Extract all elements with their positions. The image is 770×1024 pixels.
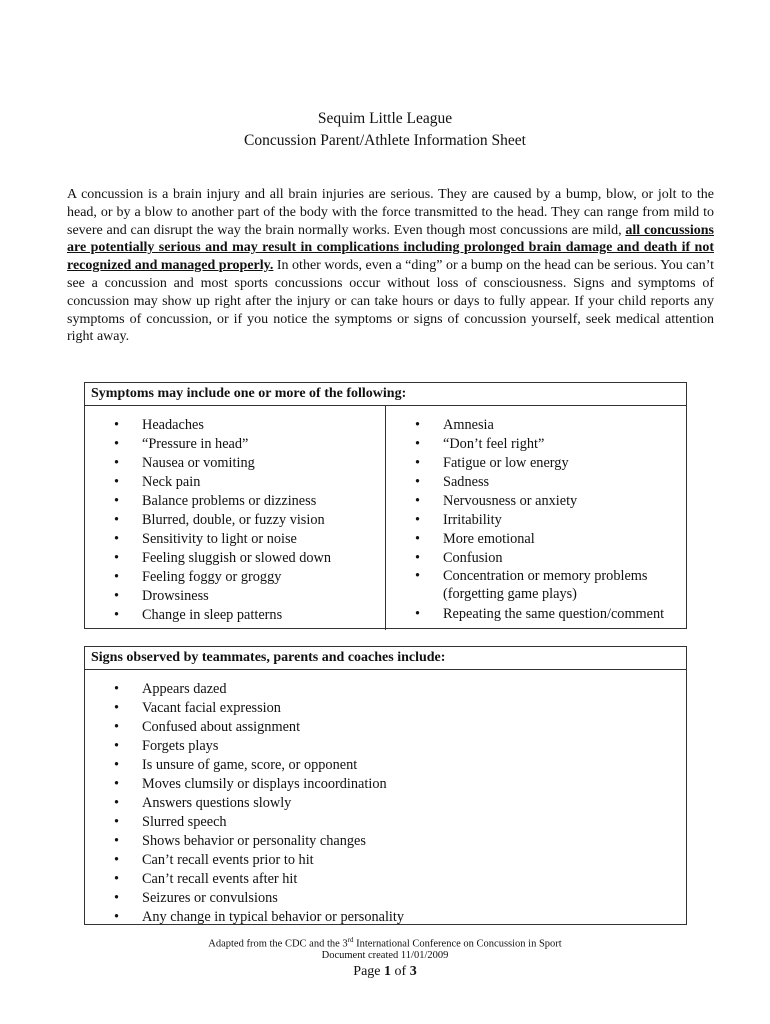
list-item-text: Irritability (443, 512, 502, 528)
bullet-icon: • (415, 493, 421, 509)
list-item-text: Repeating the same question/comment (443, 606, 665, 622)
list-item-text: More emotional (443, 531, 535, 547)
page-of: of (391, 964, 410, 979)
page-total: 3 (409, 964, 417, 979)
list-item-text: Blurred, double, or fuzzy vision (142, 512, 325, 528)
footer-source-pre: Adapted from the CDC and the 3 (208, 938, 348, 950)
bullet-icon: • (114, 757, 120, 773)
list-item-text: Confused about assignment (142, 719, 301, 735)
list-item-text: Sensitivity to light or noise (142, 531, 297, 547)
list-item-text: Is unsure of game, score, or opponent (142, 757, 358, 773)
bullet-icon: • (415, 550, 421, 566)
list-item-text: Shows behavior or personality changes (142, 833, 366, 849)
symptoms-heading: Symptoms may include one or more of the following: (85, 383, 686, 406)
list-item-text: Can’t recall events after hit (142, 871, 298, 887)
intro-paragraph (67, 186, 714, 346)
footer-source-sup: rd (347, 936, 354, 944)
page-title: Sequim Little League (317, 110, 453, 127)
list-item (114, 530, 379, 549)
list-item-text: Any change in typical behavior or personality (142, 909, 405, 925)
list-item (114, 454, 379, 473)
list-item (415, 530, 685, 549)
list-item (114, 813, 674, 832)
list-item (415, 568, 685, 605)
list-item (114, 587, 379, 606)
list-item-text: Appears dazed (142, 681, 227, 697)
list-item (114, 718, 674, 737)
list-item-text: Sadness (443, 474, 490, 490)
list-item-text: Concentration or memory problems (forgetting game plays) (443, 568, 648, 602)
list-item (114, 737, 674, 756)
list-item-text: Moves clumsily or displays incoordination (142, 776, 387, 792)
bullet-icon: • (415, 417, 421, 433)
footer-created: Document created 11/01/2009 (321, 950, 449, 961)
signs-body (85, 670, 686, 928)
list-item-text: Feeling foggy or groggy (142, 569, 282, 585)
symptoms-list-left (114, 416, 379, 625)
list-item-text: Nervousness or anxiety (443, 493, 578, 509)
list-item-text: Confusion (443, 550, 503, 566)
intro-text-part2: In other words, even a “ding” or a bump on the head can be serious. You can’t see a concussion and most sports concussions occur without loss of consciousness. Signs and symptoms of concussion may show up right after the injury or can take hours or days to fully appear. If your child reports any symptoms of concussion, or if you notice the symptoms or signs of concussion yourself, seek medical attention right away. (67, 258, 715, 345)
list-item (114, 794, 674, 813)
bullet-icon: • (114, 833, 120, 849)
bullet-icon: • (415, 436, 421, 452)
bullet-icon: • (114, 607, 120, 623)
list-item-text: Nausea or vomiting (142, 455, 255, 471)
list-item (114, 435, 379, 454)
bullet-icon: • (415, 455, 421, 471)
list-item (114, 756, 674, 775)
bullet-icon: • (114, 909, 120, 925)
list-item-text: “Pressure in head” (142, 436, 249, 452)
list-item (114, 416, 379, 435)
page-number (0, 964, 770, 980)
bullet-icon: • (415, 512, 421, 528)
list-item-text: Can’t recall events prior to hit (142, 852, 314, 868)
page-subtitle: Concussion Parent/Athlete Information Sheet (244, 132, 526, 149)
bullet-icon: • (114, 890, 120, 906)
column-divider (385, 406, 386, 630)
list-item (114, 680, 674, 699)
list-item (415, 473, 685, 492)
page-current: 1 (384, 964, 392, 979)
list-item-text: Change in sleep patterns (142, 607, 283, 623)
signs-table (84, 646, 687, 925)
intro-emphasis: all concussions are potentially serious and may result in complications including prolonged brain damage and death if not recognized and managed properly. (67, 222, 714, 274)
list-item (114, 549, 379, 568)
bullet-icon: • (114, 474, 120, 490)
symptoms-list-right (415, 416, 685, 624)
list-item (114, 492, 379, 511)
list-item-text: Neck pain (142, 474, 201, 490)
list-item (114, 606, 379, 625)
bullet-icon: • (114, 493, 120, 509)
list-item (114, 568, 379, 587)
bullet-icon: • (114, 681, 120, 697)
bullet-icon: • (114, 417, 120, 433)
list-item (415, 435, 685, 454)
bullet-icon: • (114, 700, 120, 716)
list-item-text: Balance problems or dizziness (142, 493, 317, 509)
bullet-icon: • (114, 776, 120, 792)
list-item-text: Slurred speech (142, 814, 227, 830)
bullet-icon: • (114, 719, 120, 735)
symptoms-table (84, 382, 687, 629)
bullet-icon: • (415, 531, 421, 547)
bullet-icon: • (114, 531, 120, 547)
bullet-icon: • (114, 512, 120, 528)
list-item-text: “Don’t feel right” (443, 436, 545, 452)
footer-source (0, 936, 770, 950)
list-item (114, 851, 674, 870)
list-item (114, 870, 674, 889)
list-item (415, 454, 685, 473)
list-item (415, 549, 685, 568)
list-item (114, 699, 674, 718)
list-item-text: Answers questions slowly (142, 795, 292, 811)
bullet-icon: • (415, 606, 421, 622)
list-item-text: Drowsiness (142, 588, 209, 604)
signs-heading: Signs observed by teammates, parents and coaches include: (85, 647, 686, 670)
list-item (114, 473, 379, 492)
symptoms-columns (85, 406, 686, 630)
list-item-text: Headaches (142, 417, 204, 433)
bullet-icon: • (114, 550, 120, 566)
signs-list (114, 680, 674, 927)
bullet-icon: • (114, 588, 120, 604)
intro-text-part1: A concussion is a brain injury and all brain injuries are serious. They are caused by a bump, blow, or jolt to the head, or by a blow to another part of the body with the force transmitted to the head. They can range from mild to severe and can disrupt the way the brain normally works. Even though most concussions are mild, (67, 187, 714, 238)
bullet-icon: • (114, 795, 120, 811)
bullet-icon: • (114, 455, 120, 471)
list-item (114, 889, 674, 908)
bullet-icon: • (114, 436, 120, 452)
list-item-text: Feeling sluggish or slowed down (142, 550, 332, 566)
bullet-icon: • (114, 871, 120, 887)
list-item-text: Seizures or convulsions (142, 890, 278, 906)
page-label: Page (353, 964, 385, 979)
list-item (415, 511, 685, 530)
list-item-text: Amnesia (443, 417, 494, 433)
list-item (415, 605, 685, 624)
bullet-icon: • (415, 568, 421, 584)
list-item-text: Fatigue or low energy (443, 455, 569, 471)
footer-source-post: International Conference on Concussion in Sport (353, 938, 562, 950)
list-item (114, 832, 674, 851)
list-item (114, 775, 674, 794)
bullet-icon: • (114, 738, 120, 754)
list-item (114, 908, 674, 927)
bullet-icon: • (114, 852, 120, 868)
list-item (114, 511, 379, 530)
bullet-icon: • (114, 814, 120, 830)
list-item-text: Vacant facial expression (142, 700, 281, 716)
list-item (415, 492, 685, 511)
list-item-text: Forgets plays (142, 738, 219, 754)
list-item (415, 416, 685, 435)
bullet-icon: • (114, 569, 120, 585)
bullet-icon: • (415, 474, 421, 490)
